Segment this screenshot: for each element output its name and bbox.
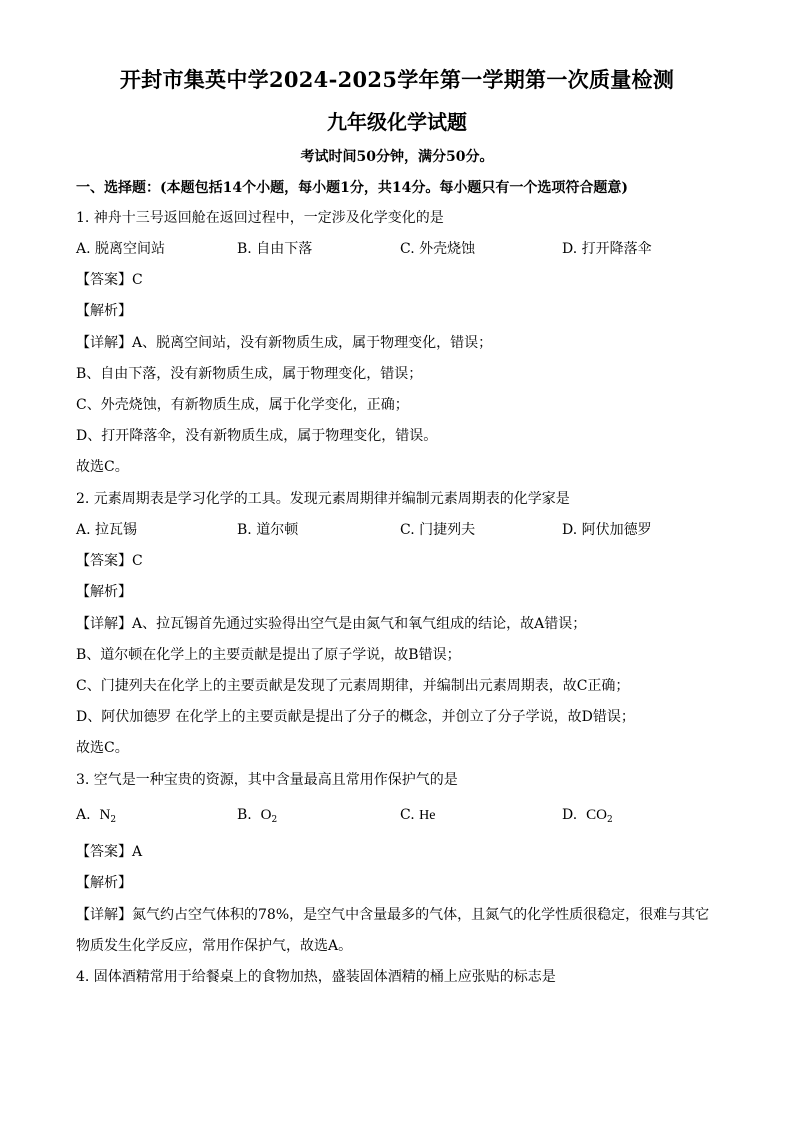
formula-subscript: 2: [606, 815, 613, 825]
q2-detail-line: C、门捷列夫在化学上的主要贡献是发现了元素周期律，并编制出元素周期表，故C正确；: [76, 678, 630, 694]
q1-analysis: 【解析】: [76, 303, 132, 319]
q3-answer: 【答案】A: [76, 844, 143, 860]
option-letter: B.: [237, 807, 252, 823]
q2-analysis: 【解析】: [76, 584, 132, 600]
q2-stem: 2. 元素周期表是学习化学的工具。发现元素周期律并编制元素周期表的化学家是: [76, 491, 570, 507]
q2-option-d: D. 阿伏加德罗: [562, 522, 652, 538]
q1-option-a: A. 脱离空间站: [76, 241, 166, 257]
q1-conclusion: 故选C。: [76, 459, 129, 475]
q3-option-c: [400, 805, 435, 826]
q3-option-d: [562, 805, 613, 830]
formula-base: O: [260, 807, 272, 823]
q3-stem: 3. 空气是一种宝贵的资源，其中含量最高且常用作保护气的是: [76, 772, 458, 788]
exam-subtitle: 九年级化学试题: [327, 110, 467, 134]
q1-option-c: C. 外壳烧蚀: [400, 241, 476, 257]
q1-option-d: D. 打开降落伞: [562, 241, 652, 257]
formula-base: N: [99, 807, 111, 823]
q2-detail-line: B、道尔顿在化学上的主要贡献是提出了原子学说，故B错误；: [76, 647, 461, 663]
q1-option-b: B. 自由下落: [237, 241, 313, 257]
q2-conclusion: 故选C。: [76, 740, 129, 756]
q1-detail-line: C、外壳烧蚀，有新物质生成，属于化学变化，正确；: [76, 397, 409, 413]
q3-detail-line: 物质发生化学反应，常用作保护气，故选A。: [76, 938, 353, 954]
exam-title: 开封市集英中学2024-2025学年第一学期第一次质量检测: [119, 67, 675, 92]
q2-option-c: C. 门捷列夫: [400, 522, 476, 538]
q3-option-b: [237, 805, 277, 830]
exam-info: 考试时间50分钟，满分50分。: [300, 149, 494, 165]
formula-subscript: 2: [271, 815, 278, 825]
q2-option-b: B. 道尔顿: [237, 522, 299, 538]
q3-detail-line: 【详解】氮气约占空气体积的78%，是空气中含量最多的气体，且氮气的化学性质很稳定，很难与其它: [76, 907, 710, 923]
section-heading: 一、选择题：(本题包括14个小题，每小题1分，共14分。每小题只有一个选项符合题意): [76, 180, 628, 196]
q2-detail-line: 【详解】A、拉瓦锡首先通过实验得出空气是由氮气和氧气组成的结论，故A错误；: [76, 616, 587, 632]
option-letter: D.: [562, 807, 578, 823]
q1-answer: 【答案】C: [76, 272, 143, 288]
q2-detail-line: D、阿伏加德罗 在化学上的主要贡献是提出了分子的概念，并创立了分子学说，故D错误；: [76, 709, 635, 725]
formula-base: He: [419, 808, 436, 823]
q1-detail-line: 【详解】A、脱离空间站，没有新物质生成，属于物理变化，错误；: [76, 335, 493, 351]
q1-detail-line: B、自由下落，没有新物质生成，属于物理变化，错误；: [76, 366, 423, 382]
formula-subscript: 2: [110, 815, 117, 825]
q2-answer: 【答案】C: [76, 553, 143, 569]
q1-detail-line: D、打开降落伞，没有新物质生成，属于物理变化，错误。: [76, 428, 438, 444]
formula-base: CO: [586, 807, 607, 823]
q4-stem: 4. 固体酒精常用于给餐桌上的食物加热，盛装固体酒精的桶上应张贴的标志是: [76, 969, 556, 985]
q1-stem: 1. 神舟十三号返回舱在返回过程中，一定涉及化学变化的是: [76, 210, 444, 226]
q3-option-a: [76, 805, 116, 830]
option-letter: C.: [400, 807, 415, 823]
q3-analysis: 【解析】: [76, 875, 132, 891]
q2-option-a: A. 拉瓦锡: [76, 522, 138, 538]
option-letter: A.: [76, 807, 91, 823]
